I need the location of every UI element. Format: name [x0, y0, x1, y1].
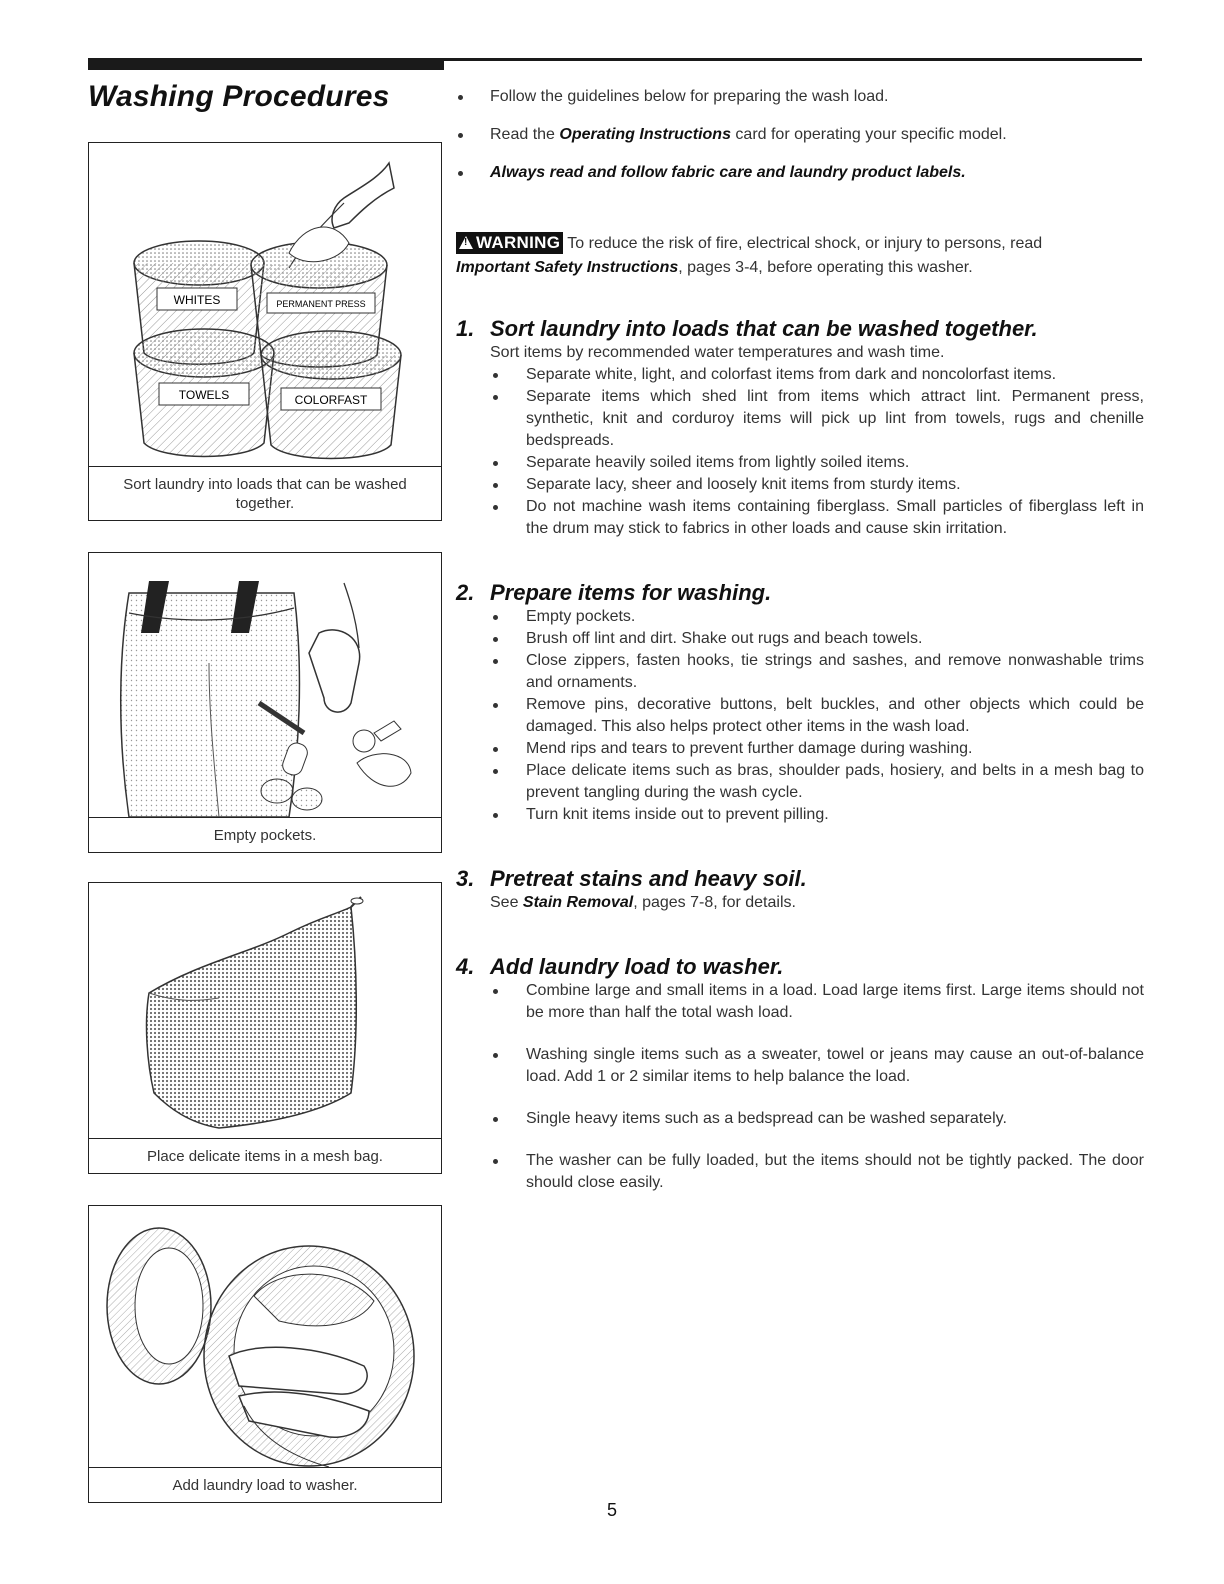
- label-permanent-press: PERMANENT PRESS: [276, 299, 366, 309]
- section-heading: 3. Pretreat stains and heavy soil.: [456, 866, 807, 891]
- safety-instructions-ref: Important Safety Instructions: [456, 259, 679, 276]
- warning-notice: !WARNING To reduce the risk of fire, electrical shock, or injury to persons, read Important Safety Instructions, pages 3-4, before operating this washer.: [456, 232, 1144, 280]
- operating-instructions-ref: Operating Instructions: [559, 126, 731, 143]
- page-title: Washing Procedures: [88, 80, 390, 113]
- section-add-load: [456, 954, 1144, 1194]
- list-item: Brush off lint and dirt. Shake out rugs and beach towels.: [490, 628, 1144, 650]
- list-item: Place delicate items such as bras, shoulder pads, hosiery, and belts in a mesh bag to prevent tangling during the wash cycle.: [490, 760, 1144, 804]
- figure-add-load: [88, 1205, 442, 1503]
- list-item: Separate heavily soiled items from lightly soiled items.: [490, 452, 1144, 474]
- figure-caption: Empty pockets.: [213, 827, 317, 844]
- intro-bullet: Follow the guidelines below for preparing the wash load.: [456, 86, 1144, 108]
- add-load-illustration: [89, 1206, 441, 1468]
- figure-caption: Sort laundry into loads that can be washed together.: [123, 476, 407, 512]
- basket-colorfast: [261, 331, 401, 459]
- section-list: [456, 980, 1144, 1194]
- list-item: Empty pockets.: [490, 606, 1144, 628]
- instructions-content: [456, 86, 1144, 1214]
- list-item: Remove pins, decorative buttons, belt buckles, and other objects which could be damaged. This also helps protect other items in the wash load.: [490, 694, 1144, 738]
- list-item: Washing single items such as a sweater, towel or jeans may cause an out-of-balance load. Add 1 or 2 similar items to help balance the load.: [490, 1044, 1144, 1088]
- section-pretreat-stains: [456, 866, 1144, 914]
- list-item: Combine large and small items in a load. Load large items first. Large items should not be more than half the total wash load.: [490, 980, 1144, 1024]
- basket-towels: [134, 329, 274, 457]
- list-item: Turn knit items inside out to prevent pilling.: [490, 804, 1144, 826]
- list-item: Separate white, light, and colorfast items from dark and noncolorfast items.: [490, 364, 1144, 386]
- list-item: Single heavy items such as a bedspread can be washed separately.: [490, 1108, 1144, 1130]
- mesh-bag-illustration: [89, 883, 441, 1139]
- figure-sort-laundry: [88, 142, 442, 521]
- section-heading: 4. Add laundry load to washer.: [456, 954, 784, 979]
- section-intro: See Stain Removal, pages 7-8, for details.: [490, 894, 796, 911]
- section-list: [456, 364, 1144, 540]
- section-heading: 2. Prepare items for washing.: [456, 580, 772, 605]
- section-list: [456, 606, 1144, 826]
- list-item: Close zippers, fasten hooks, tie strings and sashes, and remove nonwashable trims and ornaments.: [490, 650, 1144, 694]
- figure-caption: Add laundry load to washer.: [172, 1477, 358, 1494]
- list-item: Separate items which shed lint from items which attract lint. Permanent press, synthetic, knit and corduroy items will pick up lint from towels, rugs and chenille bedspreads.: [490, 386, 1144, 452]
- section-intro: Sort items by recommended water temperatures and wash time.: [490, 344, 945, 361]
- section-heading: 1. Sort laundry into loads that can be washed together.: [456, 316, 1038, 341]
- intro-bullet: Always read and follow fabric care and laundry product labels.: [456, 162, 1144, 184]
- stain-removal-ref: Stain Removal: [522, 894, 634, 911]
- label-whites: WHITES: [173, 293, 221, 307]
- list-item: Separate lacy, sheer and loosely knit items from sturdy items.: [490, 474, 1144, 496]
- figure-empty-pockets: [88, 552, 442, 853]
- label-towels: TOWELS: [178, 388, 230, 402]
- sort-laundry-illustration: [89, 143, 441, 467]
- list-item: The washer can be fully loaded, but the items should not be tightly packed. The door should close easily.: [490, 1150, 1144, 1194]
- empty-pockets-illustration: [89, 553, 441, 818]
- warning-badge: !WARNING: [456, 232, 563, 254]
- intro-bullet: Read the Operating Instructions card for operating your specific model.: [456, 124, 1144, 146]
- header-rule-accent: [88, 58, 444, 70]
- figure-caption: Place delicate items in a mesh bag.: [147, 1148, 383, 1165]
- list-item: Mend rips and tears to prevent further damage during washing.: [490, 738, 1144, 760]
- label-colorfast: COLORFAST: [294, 393, 368, 407]
- section-prepare-items: [456, 580, 1144, 826]
- warning-triangle-icon: [459, 236, 473, 249]
- section-sort-laundry: [456, 316, 1144, 540]
- list-item: Do not machine wash items containing fiberglass. Small particles of fiberglass left in the drum may stick to fabrics in other loads and cause skin irritation.: [490, 496, 1144, 540]
- page-number: 5: [606, 1500, 617, 1520]
- figure-mesh-bag: [88, 882, 442, 1174]
